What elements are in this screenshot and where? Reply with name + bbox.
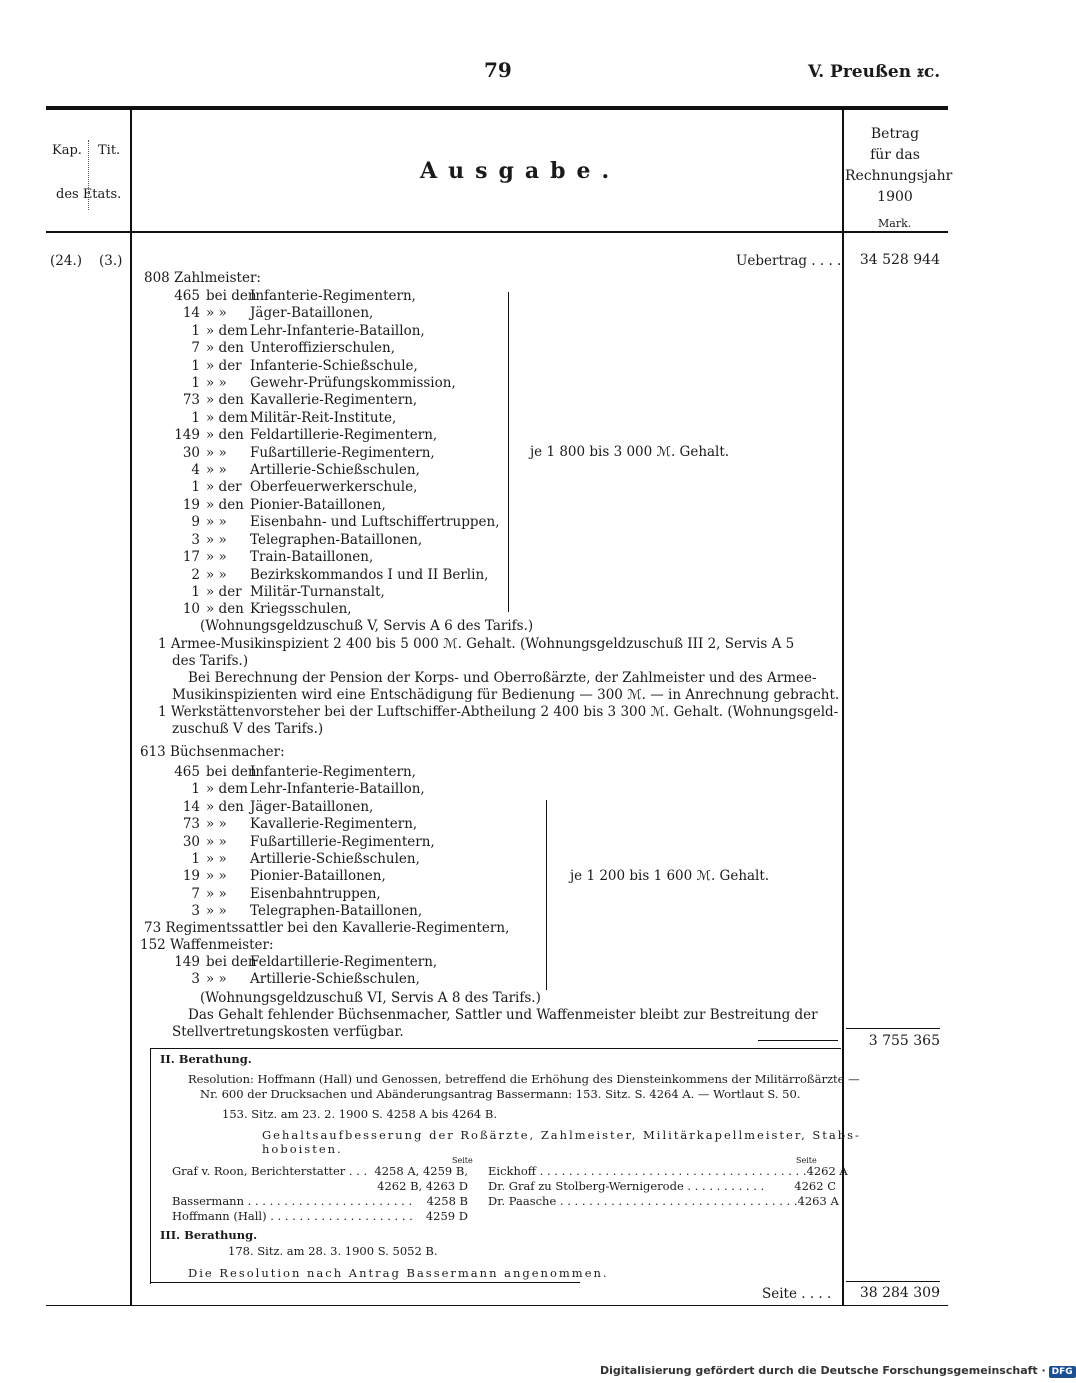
uebertrag-value: 34 528 944 [859,252,940,268]
list-item: 3 » » Telegraphen-Bataillonen, [191,903,423,920]
buechsen-list [170,764,435,921]
list-item: 1 » » Gewehr-Prüfungskommission, [191,375,456,392]
ausgabe-title: Ausgabe. [420,158,621,184]
list-item: 1 » dem Militär-Reit-Institute, [191,409,397,426]
sattler-line: 73 Regimentssattler bei den Kavallerie-Regimentern, [144,920,510,936]
musik-line1: 1 Armee-Musikinspizient 2 400 bis 5 000 ℳ. Gehalt. (Wohnungsgeldzuschuß III 2, Servis A 5 [158,636,795,652]
top-rule [46,106,948,110]
page-number: 79 [484,58,512,82]
zahlmeister-heading: 808 Zahlmeister: [144,270,261,286]
speakers-right [488,1164,848,1209]
beratung-bottom-rule [150,1282,580,1283]
beratung3-sitzung: 178. Sitz. am 28. 3. 1900 S. 5052 B. [228,1244,438,1258]
list-item: 7 » » Eisenbahntruppen, [191,885,381,902]
subtotal-rule-left [758,1040,838,1041]
gehalt-note-line1: Das Gehalt fehlender Büchsenmacher, Sattler und Waffenmeister bleibt zur Bestreitung der [188,1007,818,1023]
list-item: 465 bei denInfanterie-Regimentern, [174,764,416,780]
werkstatt-line2: zuschuß V des Tarifs.) [172,721,324,737]
list-item: 1 » » Artillerie-Schießschulen, [191,851,420,868]
list-item: 73 » den Kavallerie-Regimentern, [182,392,418,409]
uebertrag-label: Uebertrag . . . . [736,253,842,269]
zahlmeister-gehalt: je 1 800 bis 3 000 ℳ. Gehalt. [530,444,730,460]
subtotal-rule-right [846,1028,940,1029]
bottom-rule [46,1305,948,1306]
list-item: Hoffmann (Hall) . . . . . . . . . . . . . . . . . . . . 4259 D [172,1209,468,1223]
list-item: 3 » » Artillerie-Schießschulen, [191,971,420,988]
list-item: 149 » den Feldartillerie-Regimentern, [174,427,438,444]
list-item: 2 » » Bezirkskommandos I und II Berlin, [191,566,489,583]
seite-label-left: Seite [452,1156,473,1165]
topic-line2: hoboisten. [262,1142,343,1156]
resolution-line2: Nr. 600 der Drucksachen und Abänderungsantrag Bassermann: 153. Sitz. S. 4264 A. — Wortlaut S. 50. [200,1087,801,1101]
speakers-left [172,1164,468,1224]
zahlmeister-list [170,288,500,619]
tit-heading: Tit. [98,143,121,158]
list-item: 7 » den Unteroffizierschulen, [191,340,396,357]
list-item: Dr. Paasche . . . . . . . . . . . . . . . . . . . . . . . . . . . . . . . . . 4263 A [488,1194,839,1208]
waffen-list [170,954,437,989]
list-item: 1 » dem Lehr-Infanterie-Bataillon, [191,781,425,798]
beratung2-sitzung: 153. Sitz. am 23. 2. 1900 S. 4258 A bis 4264 B. [222,1107,498,1121]
total-label: Seite . . . . [762,1286,832,1302]
brace-zahlmeister [508,292,509,612]
waffen-note: (Wohnungsgeldzuschuß VI, Servis A 8 des Tarifs.) [200,990,541,1006]
list-item: 465 bei denInfanterie-Regimentern, [174,288,416,304]
pension-line2: Musikinspizienten wird eine Entschädigung für Bedienung — 300 ℳ. — in Anrechnung gebracht. [172,687,840,703]
buechsen-gehalt: je 1 200 bis 1 600 ℳ. Gehalt. [570,868,770,884]
buechsen-heading: 613 Büchsenmacher: [140,744,285,760]
list-item: 4262 B, 4263 D [377,1179,468,1193]
zahlmeister-note: (Wohnungsgeldzuschuß V, Servis A 6 des Tarifs.) [200,618,534,634]
column-divider-left [130,110,132,1305]
kap-heading: Kap. [52,143,82,158]
list-item: 14 » den Jäger-Bataillonen, [182,798,374,815]
betrag-heading: Betrag für das Rechnungsjahr 1900 [845,126,953,205]
list-item: 30 » » Fußartillerie-Regimentern, [182,833,435,850]
list-item: Dr. Graf zu Stolberg-Wernigerode . . . . . . . . . . . 4262 C [488,1179,836,1193]
beratung3-title: III. Berathung. [160,1228,258,1242]
des-etats-heading: des Etats. [56,187,122,202]
mark-label: Mark. [878,217,912,230]
list-item: Eickhoff . . . . . . . . . . . . . . . . . . . . . . . . . . . . . . . . . . . . . 4262 A [488,1164,848,1178]
werkstatt-line1: 1 Werkstättenvorsteher bei der Luftschiffer-Abtheilung 2 400 bis 3 300 ℳ. Gehalt. (Wohnungsgeld- [158,704,839,720]
resolution-line1: Resolution: Hoffmann (Hall) und Genossen, betreffend die Erhöhung des Diensteinkommens der Militärroßärzte — [188,1072,860,1086]
brace-buechsen [546,800,547,990]
subtotal-value: 3 755 365 [868,1033,940,1049]
waffen-heading: 152 Waffenmeister: [140,937,274,953]
list-item: Bassermann . . . . . . . . . . . . . . . . . . . . . . . 4258 B [172,1194,468,1208]
list-item: 14 » » Jäger-Bataillonen, [182,305,374,322]
list-item: 4 » » Artillerie-Schießschulen, [191,462,420,479]
list-item: 1 » der Militär-Turnanstalt, [191,583,385,600]
list-item: 10 » den Kriegsschulen, [182,601,352,618]
column-divider-right [842,110,844,1305]
section-title: V. Preußen 𝔵c. [808,62,941,82]
list-item: 73 » » Kavallerie-Regimentern, [182,816,418,833]
topic-line1: Gehaltsaufbesserung der Roßärzte, Zahlmeister, Militärkapellmeister, Stabs- [262,1128,861,1142]
kap-value: (24.) [50,253,83,269]
pension-line1: Bei Berechnung der Pension der Korps- und Oberroßärzte, der Zahlmeister und des Armee- [188,670,817,686]
beratung2-title: II. Berathung. [160,1052,252,1066]
list-item: 3 » » Telegraphen-Bataillonen, [191,531,423,548]
dfg-logo-icon: DFG [1049,1366,1076,1378]
list-item: 30 » » Fußartillerie-Regimentern, [182,444,435,461]
total-value: 38 284 309 [859,1285,940,1301]
header-rule [46,231,948,233]
list-item: Graf v. Roon, Berichterstatter . . . 4258 A, 4259 B, [172,1164,468,1178]
gehalt-note-line2: Stellvertretungskosten verfügbar. [172,1024,404,1040]
musik-line2: des Tarifs.) [172,653,249,669]
total-rule [846,1281,940,1282]
list-item: 19 » den Pionier-Bataillonen, [182,496,386,513]
digitization-credit: Digitalisierung gefördert durch die Deutsche Forschungsgemeinschaft · DFG [600,1364,1076,1378]
list-item: 1 » der Infanterie-Schießschule, [191,357,418,374]
list-item: 19 » » Pionier-Bataillonen, [182,868,386,885]
list-item: 17 » » Train-Bataillonen, [182,549,374,566]
tit-value: (3.) [99,253,123,269]
beratung3-result: Die Resolution nach Antrag Bassermann angenommen. [188,1266,609,1280]
list-item: 1 » der Oberfeuerwerkerschule, [191,479,418,496]
list-item: 9 » » Eisenbahn- und Luftschiffertruppen, [191,514,500,531]
list-item: 149 bei denFeldartillerie-Regimentern, [174,954,438,970]
seite-label-right: Seite [796,1156,817,1165]
list-item: 1 » dem Lehr-Infanterie-Bataillon, [191,322,425,339]
